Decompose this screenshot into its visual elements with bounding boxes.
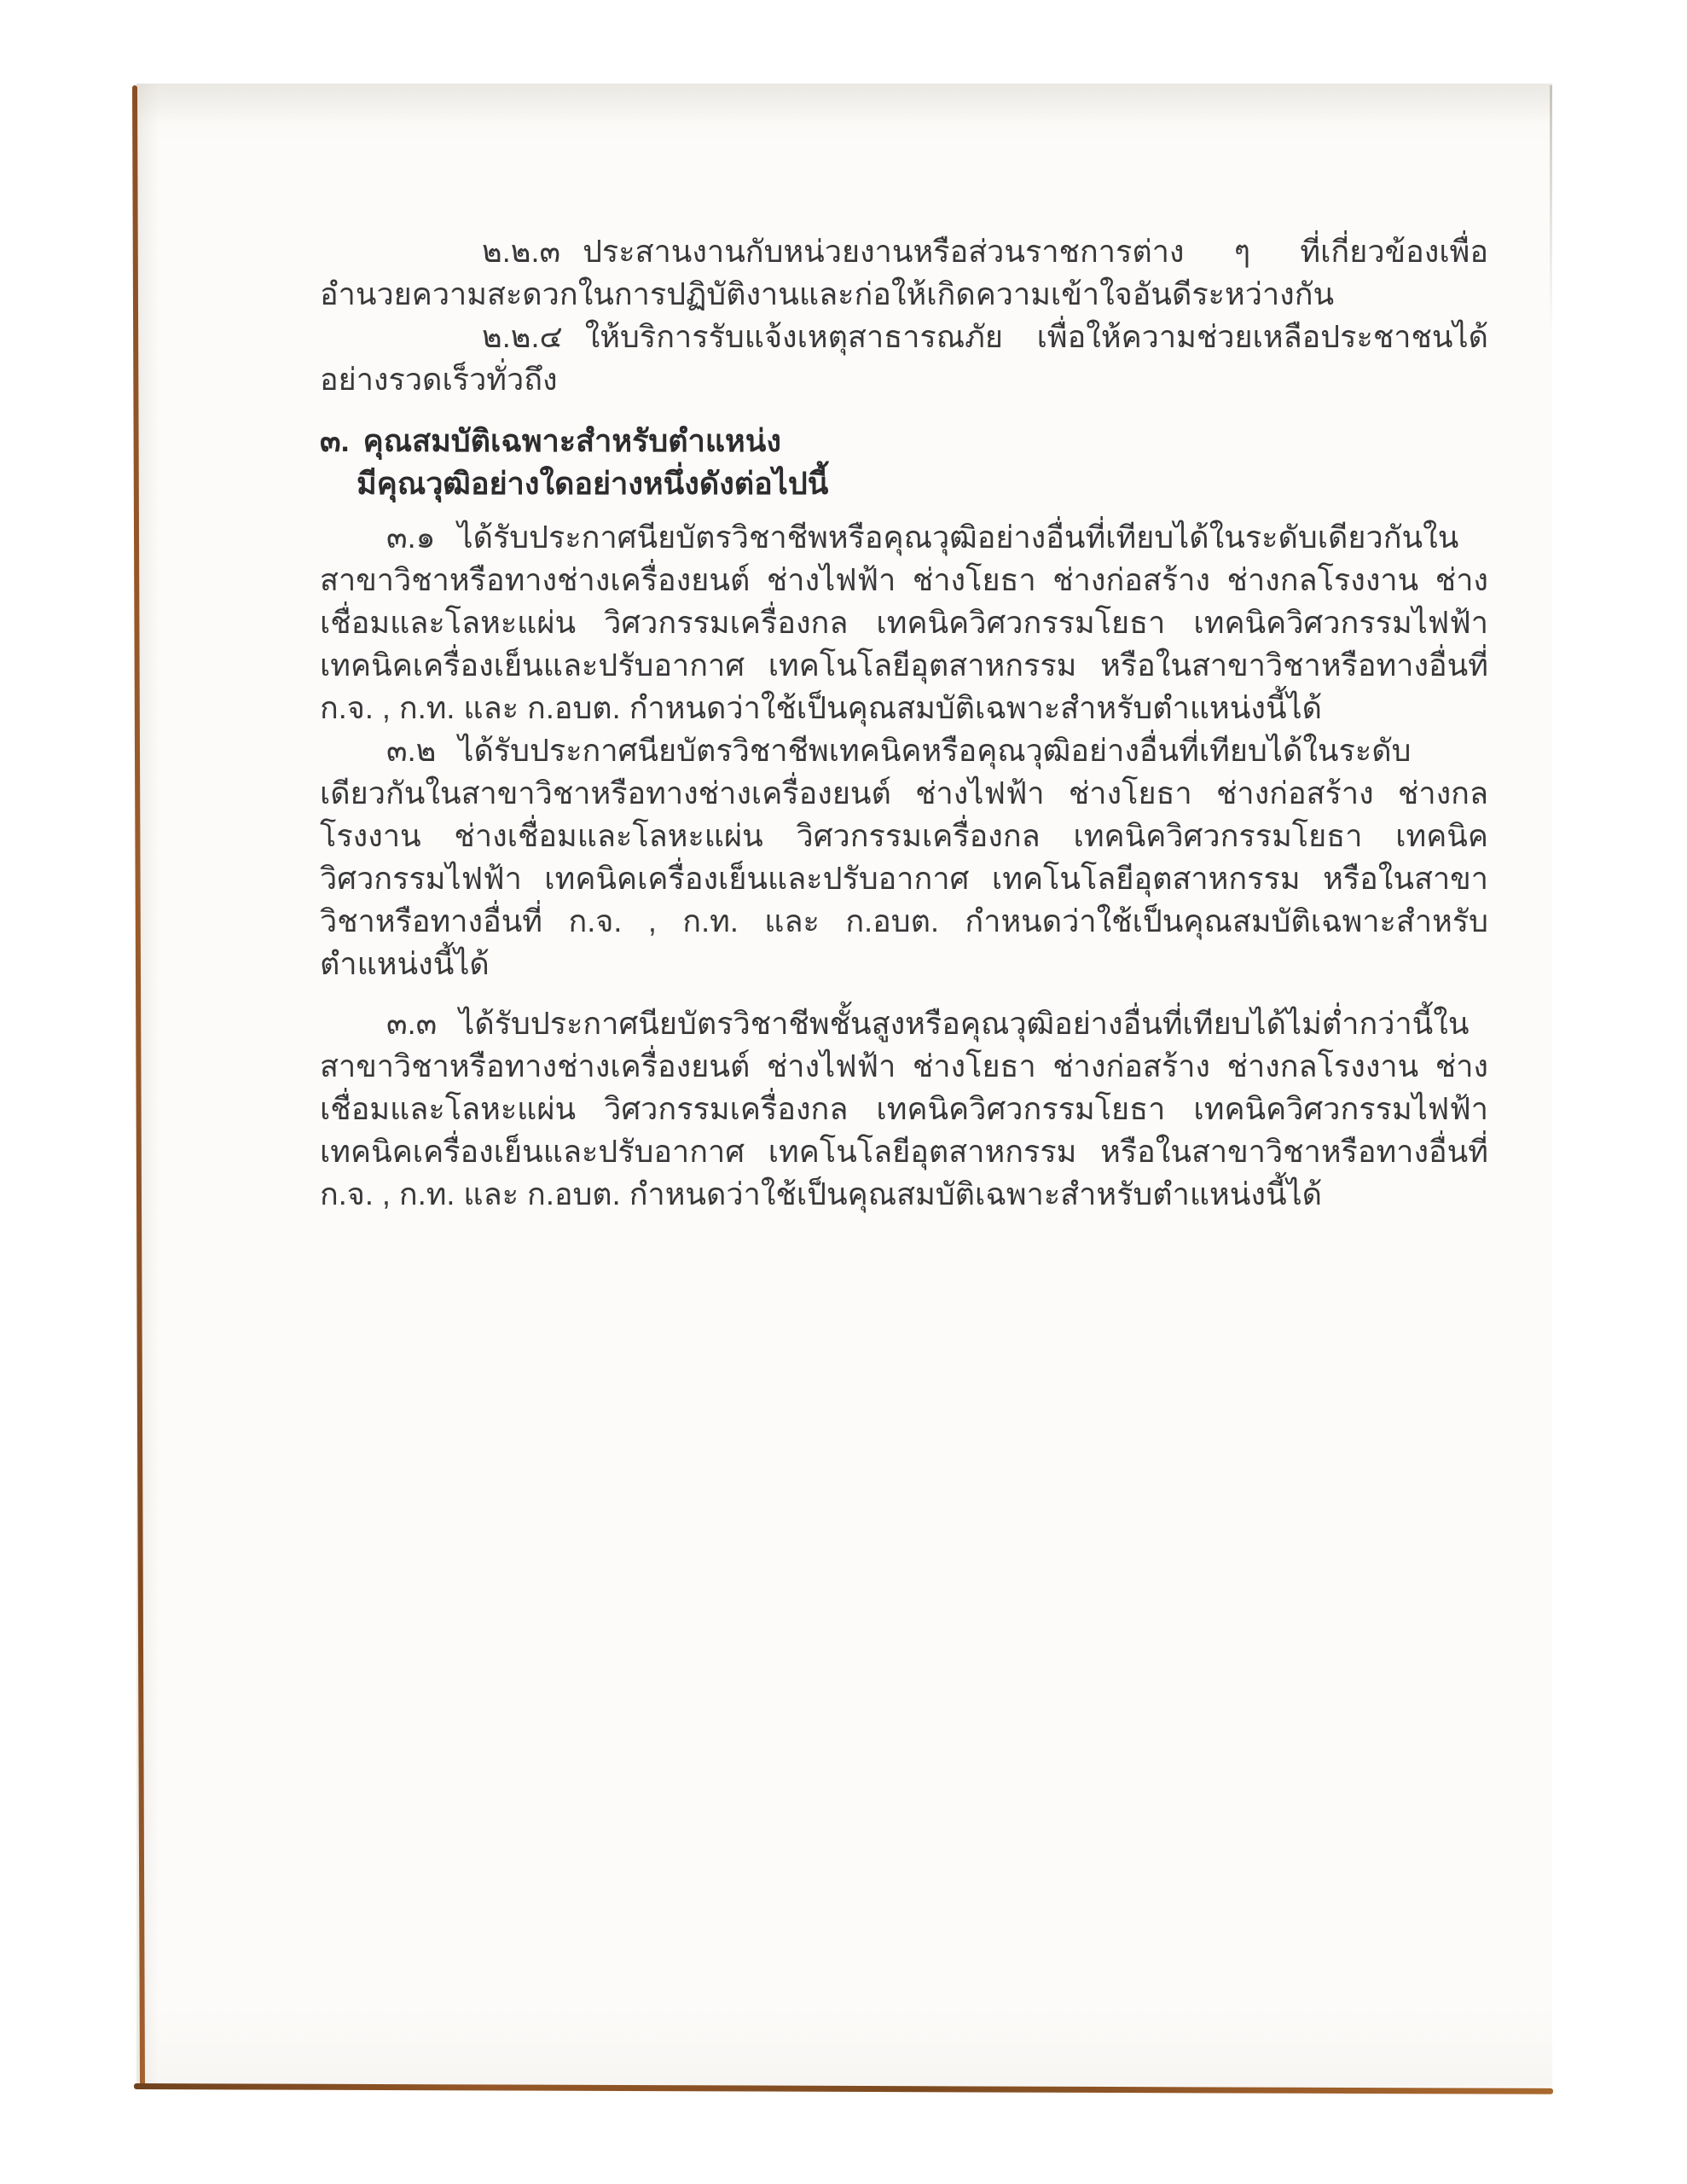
document-body — [320, 230, 1488, 1216]
page-right-edge — [1550, 85, 1552, 333]
section-title: คุณสมบัติเฉพาะสำหรับตำแหน่ง — [362, 423, 781, 458]
clause-text: ให้บริการรับแจ้งเหตุสาธารณภัย เพื่อให้ความช่วยเหลือประชาชนได้อย่างรวดเร็วทั่วถึง — [320, 319, 1488, 397]
clause-number: ๒.๒.๔ — [482, 319, 563, 354]
item-text: ได้รับประกาศนียบัตรวิชาชีพชั้นสูงหรือคุณวุฒิอย่างอื่นที่เทียบได้ไม่ต่ำกว่านี้ในสาขาวิชาหรือทางช่างเครื่องยนต์ ช่างไฟฟ้า ช่างโยธา ช่างก่อสร้าง ช่างกลโรงงาน ช่างเชื่อมและโลหะแผ่น วิศวกรรมเครื่องกล เทคนิควิศวกรรมโยธา เทคนิควิศวกรรมไฟฟ้า เทคนิคเครื่องเย็นและปรับอากาศ เทคโนโลยีอุตสาหกรรม หรือในสาขาวิชาหรือทางอื่นที่ ก.จ. , ก.ท. และ ก.อบต. กำหนดว่าใช้เป็นคุณสมบัติเฉพาะสำหรับตำแหน่งนี้ได้ — [320, 1006, 1488, 1211]
item-text: ได้รับประกาศนียบัตรวิชาชีพเทคนิคหรือคุณวุฒิอย่างอื่นที่เทียบได้ในระดับเดียวกันในสาขาวิชาหรือทางช่างเครื่องยนต์ ช่างไฟฟ้า ช่างโยธา ช่างก่อสร้าง ช่างกลโรงงาน ช่างเชื่อมและโลหะแผ่น วิศวกรรมเครื่องกล เทคนิควิศวกรรมโยธา เทคนิควิศวกรรมไฟฟ้า เทคนิคเครื่องเย็นและปรับอากาศ เทคโนโลยีอุตสาหกรรม หรือในสาขาวิชาหรือทางอื่นที่ ก.จ. , ก.ท. และ ก.อบต. กำหนดว่าใช้เป็นคุณสมบัติเฉพาะสำหรับตำแหน่งนี้ได้ — [320, 733, 1488, 981]
item-text: ได้รับประกาศนียบัตรวิชาชีพหรือคุณวุฒิอย่างอื่นที่เทียบได้ในระดับเดียวกันในสาขาวิชาหรือทางช่างเครื่องยนต์ ช่างไฟฟ้า ช่างโยธา ช่างก่อสร้าง ช่างกลโรงงาน ช่างเชื่อมและโลหะแผ่น วิศวกรรมเครื่องกล เทคนิควิศวกรรมโยธา เทคนิควิศวกรรมไฟฟ้า เทคนิคเครื่องเย็นและปรับอากาศ เทคโนโลยีอุตสาหกรรม หรือในสาขาวิชาหรือทางอื่นที่ ก.จ. , ก.ท. และ ก.อบต. กำหนดว่าใช้เป็นคุณสมบัติเฉพาะสำหรับตำแหน่งนี้ได้ — [320, 520, 1488, 725]
item-number: ๓.๓ — [386, 1006, 438, 1041]
clause-text: ประสานงานกับหน่วยงานหรือส่วนราชการต่าง ๆ ที่เกี่ยวข้องเพื่ออำนวยความสะดวกในการปฏิบัติงานและก่อให้เกิดความเข้าใจอันดีระหว่างกัน — [320, 234, 1488, 311]
paper-top-shadow — [136, 84, 1552, 123]
item-number: ๓.๑ — [386, 520, 436, 555]
item-3-2 — [320, 729, 1488, 985]
section-3-heading — [320, 420, 1488, 462]
clause-2-2-4 — [320, 316, 1488, 401]
section-3-subheading: มีคุณวุฒิอย่างใดอย่างหนึ่งดังต่อไปนี้ — [357, 466, 829, 501]
clause-2-2-3 — [320, 230, 1488, 316]
item-3-3 — [320, 1002, 1488, 1216]
section-number: ๓. — [320, 423, 350, 458]
item-number: ๓.๒ — [386, 733, 437, 768]
item-3-1 — [320, 516, 1488, 729]
clause-number: ๒.๒.๓ — [482, 234, 561, 269]
paper-sheet — [136, 84, 1552, 2087]
